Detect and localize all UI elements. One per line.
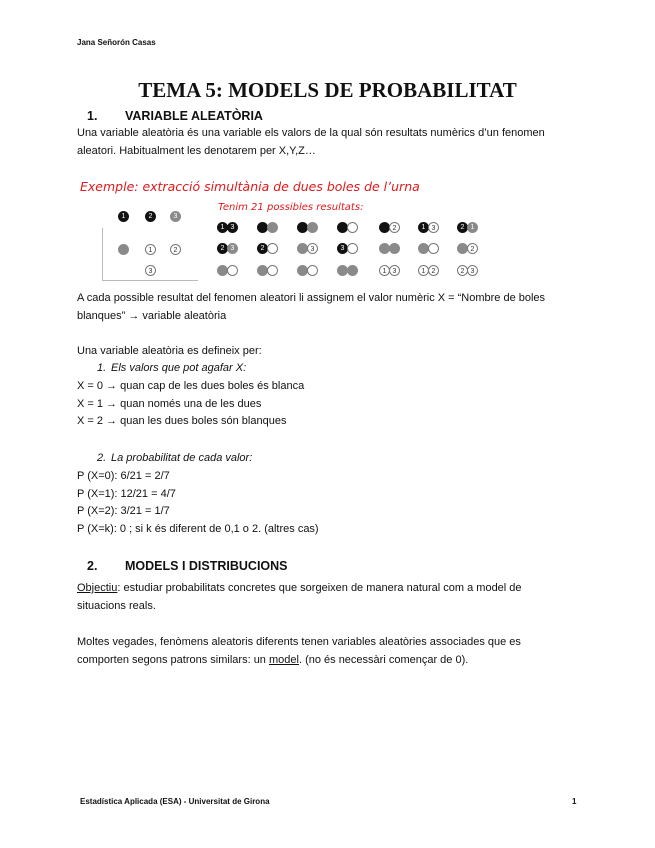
pair-ball: [307, 265, 318, 276]
x-value-line: X = 2 → quan les dues boles són blanques: [77, 415, 287, 427]
outcome-pair: [297, 265, 319, 276]
assign-line-1: A cada possible resultat del fenomen aleatori li assignem el valor numèric X = “Nombre de boles: [77, 292, 546, 304]
pair-ball: 3: [467, 265, 478, 276]
pair-ball: [227, 265, 238, 276]
objective-line-2: situacions reals.: [77, 599, 156, 612]
pair-ball: [267, 243, 278, 254]
urn-ball-4: [118, 244, 129, 255]
objective-label: Objectiu: [77, 582, 118, 594]
section-1-number: 1.: [87, 109, 98, 123]
section-2-number: 2.: [87, 559, 98, 573]
pair-ball: 1: [418, 222, 429, 233]
models-paragraph: [77, 634, 580, 669]
urn-outline-left: [102, 228, 103, 280]
outcome-pair: [297, 222, 319, 233]
outcome-pair: [217, 222, 239, 233]
example-outcomes-caption: Tenim 21 possibles resultats:: [218, 202, 364, 213]
outcome-pair: [217, 243, 239, 254]
intro-line-1: Una variable aleatòria és una variable els valors de la qual són resultats numèrics d’un fenomen: [77, 127, 545, 139]
outcome-pair: [257, 222, 279, 233]
outcome-pair: [337, 265, 359, 276]
outcome-pair: [337, 222, 359, 233]
outcome-pair: [257, 243, 279, 254]
pair-ball: 2: [217, 243, 228, 254]
pair-ball: [347, 222, 358, 233]
outcome-pair: [379, 222, 401, 233]
x-value-line: X = 1 → quan només una de les dues: [77, 397, 262, 410]
outcome-pair: [337, 243, 359, 254]
outcome-pair: [379, 243, 401, 254]
outcome-pair: [457, 222, 479, 233]
outcome-pair: [457, 265, 479, 276]
pair-ball: 2: [389, 222, 400, 233]
pair-ball: [267, 265, 278, 276]
example-title: Exemple: extracció simultània de dues boles de l’urna: [80, 179, 420, 194]
author-name: Jana Señorón Casas: [77, 38, 156, 47]
pair-ball: 2: [457, 265, 468, 276]
pair-ball: 1: [467, 222, 478, 233]
outcome-pair: [217, 265, 239, 276]
x-value-line: X = 0 → quan cap de les dues boles és blanca: [77, 380, 305, 392]
footer-page-number: 1: [572, 797, 577, 806]
pair-ball: 2: [457, 222, 468, 233]
pair-ball: 2: [428, 265, 439, 276]
urn-ball-5: 1: [145, 244, 156, 255]
pair-ball: [347, 243, 358, 254]
objective-line-1: [77, 580, 580, 598]
models-line-2-post: . (no és necessàri començar de 0).: [298, 653, 469, 666]
probability-line: P (X=1): 12/21 = 4/7: [77, 487, 176, 500]
assign-line-2: blanques” → variable aleatòria: [77, 309, 227, 322]
model-term: model: [268, 653, 299, 666]
pair-ball: [389, 243, 400, 254]
list-item-number: 1.: [97, 362, 107, 374]
outcome-pair: [257, 265, 279, 276]
outcome-pair: [297, 243, 319, 254]
pair-ball: 3: [337, 243, 348, 254]
objective-paragraph: [77, 580, 580, 615]
section-2-title: MODELS I DISTRIBUCIONS: [125, 559, 288, 573]
pair-ball: 3: [389, 265, 400, 276]
pair-ball: 3: [307, 243, 318, 254]
list-item-values: [97, 360, 246, 378]
probability-line: P (X=0): 6/21 = 2/7: [77, 470, 170, 482]
pair-ball: 1: [217, 222, 228, 233]
outcome-pair: [418, 243, 440, 254]
outcome-pair: [418, 222, 440, 233]
urn-outline-bottom: [102, 280, 198, 281]
urn-ball-7: 3: [145, 265, 156, 276]
list-item-number: 2.: [97, 452, 107, 464]
page-title: TEMA 5: MODELS DE PROBABILITAT: [138, 78, 517, 102]
pair-ball: [307, 222, 318, 233]
defined-by-text: Una variable aleatòria es defineix per:: [77, 345, 262, 357]
pair-ball: 3: [428, 222, 439, 233]
pair-ball: 3: [227, 243, 238, 254]
x-values-list: [77, 378, 580, 431]
outcome-pair: [418, 265, 440, 276]
pair-ball: [428, 243, 439, 254]
pair-ball: 1: [418, 265, 429, 276]
list-item-text: La probabilitat de cada valor:: [111, 452, 253, 464]
probability-list: [77, 468, 580, 538]
pair-ball: 1: [379, 265, 390, 276]
urn-ball-6: 2: [170, 244, 181, 255]
section-2-heading: [87, 559, 288, 573]
pair-ball: [347, 265, 358, 276]
pair-ball: 2: [257, 243, 268, 254]
pair-ball: 2: [467, 243, 478, 254]
outcome-pair: [379, 265, 401, 276]
urn-ball-2: 2: [145, 211, 156, 222]
pair-ball: [267, 222, 278, 233]
outcome-pair: [457, 243, 479, 254]
list-item-probabilities: [97, 450, 252, 468]
section-1-title: VARIABLE ALEATÒRIA: [125, 109, 263, 123]
urn-ball-1: 1: [118, 211, 129, 222]
pair-ball: 3: [227, 222, 238, 233]
urn-ball-3: 3: [170, 211, 181, 222]
assign-paragraph: [77, 290, 580, 325]
section-1-heading: [87, 109, 263, 123]
probability-line: P (X=k): 0 ; si k és diferent de 0,1 o 2. (altres cas): [77, 522, 319, 535]
list-item-text: Els valors que pot agafar X:: [111, 362, 247, 374]
intro-line-2: aleatori. Habitualment les denotarem per X,Y,Z…: [77, 144, 316, 157]
objective-text: : estudiar probabilitats concretes que sorgeixen de manera natural com a model de: [117, 582, 522, 594]
probability-line: P (X=2): 3/21 = 1/7: [77, 505, 170, 517]
section-1-intro: [77, 125, 580, 160]
models-line-2-pre: comporten segons patrons similars: un: [77, 653, 269, 666]
models-line-2: [77, 652, 580, 670]
models-line-1: Moltes vegades, fenòmens aleatoris diferents tenen variables aleatòries associades que es: [77, 636, 521, 648]
footer-course: Estadística Aplicada (ESA) - Universitat de Girona: [80, 797, 270, 806]
